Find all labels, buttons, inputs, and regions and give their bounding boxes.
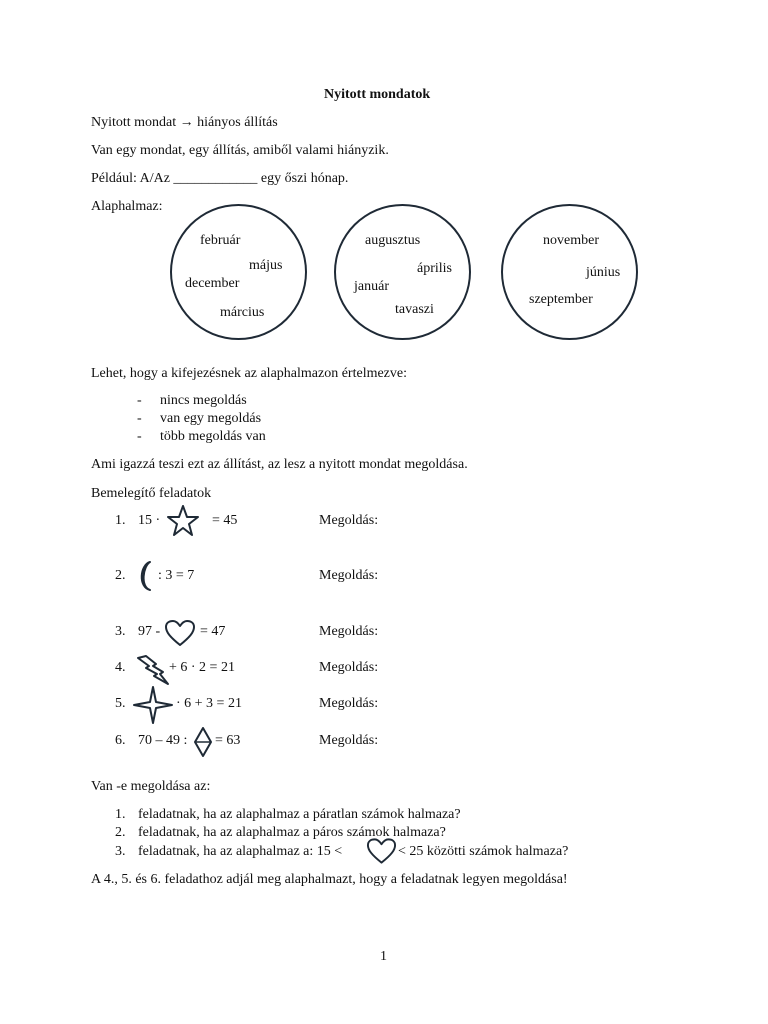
set-element: augusztus xyxy=(365,233,421,248)
task-expression-before: 15 · xyxy=(138,513,161,528)
task-number: 6. xyxy=(115,733,126,748)
solution-item: van egy megoldás xyxy=(160,411,262,426)
question-text-after: < 25 közötti számok halmaza? xyxy=(398,844,569,859)
task-number: 5. xyxy=(115,696,126,711)
question-text: feladatnak, ha az alaphalmaz a páratlan számok halmaza? xyxy=(138,807,461,822)
set-element: június xyxy=(586,265,621,280)
question-heading: Van -e megoldása az: xyxy=(91,779,211,794)
intro-line-2: Van egy mondat, egy állítás, amiből valami hiányzik. xyxy=(91,143,389,158)
heart-icon xyxy=(164,619,196,647)
answer-label: Megoldás: xyxy=(319,696,379,711)
page-title: Nyitott mondatok xyxy=(324,87,431,102)
bullet: - xyxy=(137,393,142,408)
task-expression-after: = 47 xyxy=(200,624,226,639)
set-element: február xyxy=(200,233,241,248)
answer-label: Megoldás: xyxy=(319,568,379,583)
four-point-star-icon xyxy=(133,686,173,724)
solution-item: több megoldás van xyxy=(160,429,266,444)
heart-icon xyxy=(366,837,397,865)
intro-line-1: Nyitott mondat → hiányos állítás xyxy=(91,115,278,130)
task-number: 4. xyxy=(115,660,126,675)
task-expression-before: 70 – 49 : xyxy=(138,733,188,748)
answer-label: Megoldás: xyxy=(319,733,379,748)
set-element: december xyxy=(185,276,240,291)
set-element: tavaszi xyxy=(395,302,434,317)
solution-item: nincs megoldás xyxy=(160,393,247,408)
answer-label: Megoldás: xyxy=(319,624,379,639)
task-expression-after: · 6 + 3 = 21 xyxy=(176,696,242,711)
task-expression-before: 97 - xyxy=(138,624,161,639)
task-expression-after: = 63 xyxy=(215,733,241,748)
solutions-intro: Lehet, hogy a kifejezésnek az alaphalmazon értelmezve: xyxy=(91,366,407,381)
bullet: - xyxy=(137,429,142,444)
set-element: május xyxy=(249,258,283,273)
alaphalmaz-label: Alaphalmaz: xyxy=(91,199,163,214)
moon-icon xyxy=(134,560,156,592)
diamond-icon xyxy=(193,726,213,758)
question-number: 3. xyxy=(115,844,126,859)
set-element: november xyxy=(543,233,599,248)
set-element: január xyxy=(354,279,389,294)
bullet: - xyxy=(137,411,142,426)
task-expression-after: + 6 · 2 = 21 xyxy=(169,660,235,675)
page-number: 1 xyxy=(380,949,387,964)
final-instruction: A 4., 5. és 6. feladathoz adjál meg alaphalmazt, hogy a feladatnak legyen megoldása! xyxy=(91,872,568,887)
intro-line-3: Például: A/Az ____________ egy őszi hónap. xyxy=(91,171,349,186)
question-text-before: feladatnak, ha az alaphalmaz a: 15 < xyxy=(138,844,343,859)
answer-label: Megoldás: xyxy=(319,513,379,528)
task-number: 2. xyxy=(115,568,126,583)
set-element: április xyxy=(417,261,452,276)
task-expression-after: = 45 xyxy=(212,513,238,528)
set-element: szeptember xyxy=(529,292,593,307)
question-number: 2. xyxy=(115,825,126,840)
question-text: feladatnak, ha az alaphalmaz a páros számok halmaza? xyxy=(138,825,446,840)
task-expression-after: : 3 = 7 xyxy=(158,568,195,583)
set-element: március xyxy=(220,305,265,320)
question-number: 1. xyxy=(115,807,126,822)
task-number: 1. xyxy=(115,513,126,528)
lightning-icon xyxy=(136,654,170,686)
summary-text: Ami igazzá teszi ezt az állítást, az lesz a nyitott mondat megoldása. xyxy=(91,457,468,472)
task-number: 3. xyxy=(115,624,126,639)
answer-label: Megoldás: xyxy=(319,660,379,675)
warmup-heading: Bemelegítő feladatok xyxy=(91,486,212,501)
star-icon xyxy=(166,504,200,538)
